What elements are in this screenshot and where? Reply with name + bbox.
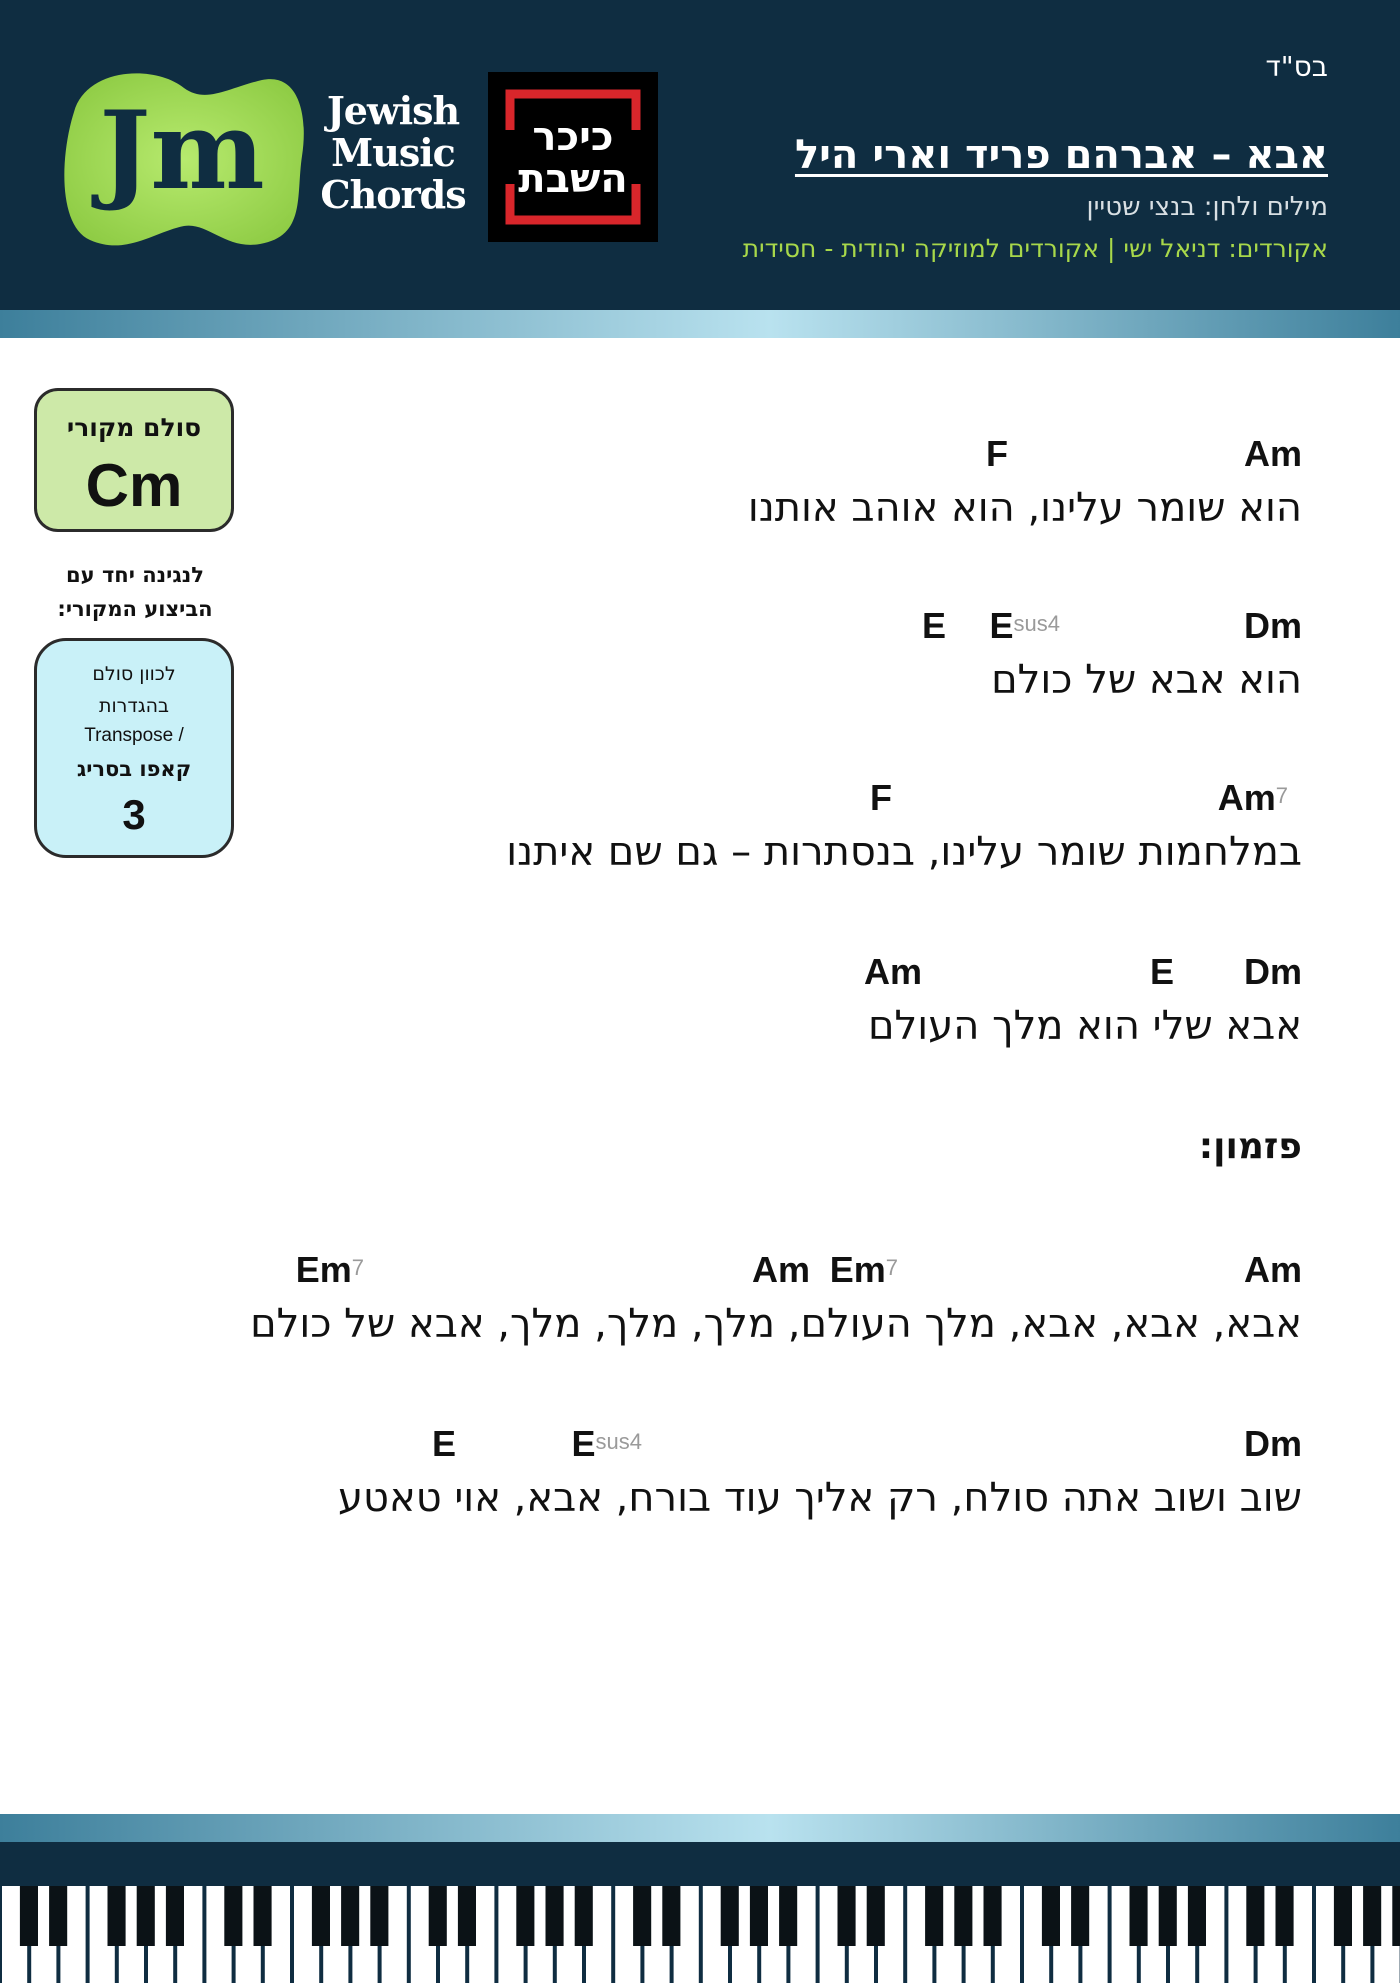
song-title: אבא – אברהם פריד וארי היל [794,132,1328,178]
piano-black-key [49,1886,67,1946]
chord-name: Am [863,951,922,992]
piano-black-key [1363,1886,1381,1946]
piano-black-key [546,1886,564,1946]
piano-black-key [867,1886,885,1946]
chord [864,952,922,992]
original-key-label: סולם מקורי [66,413,202,442]
logo-initials: Jm [99,88,265,214]
jewish-music-chords-logo-icon [56,60,308,254]
lyric-line: במלחמות שומר עלינו, בנסתרות – גם שם איתנו [506,829,1302,875]
chord-name: Am [1217,777,1276,818]
chord-name: Em [829,1249,886,1290]
piano-black-key [575,1886,593,1946]
piano-black-key [516,1886,534,1946]
chord [432,1424,456,1464]
piano-black-key [984,1886,1002,1946]
chord-extension: sus4 [1013,611,1060,636]
logo-wordmark [318,90,468,216]
chord [986,434,1008,474]
chord-extension: 7 [351,1255,364,1280]
piano-black-key [662,1886,680,1946]
piano-black-key [1246,1886,1264,1946]
piano-black-key [1159,1886,1177,1946]
chord [1150,952,1174,992]
piano-black-key [1188,1886,1206,1946]
chord-name: Dm [1243,1423,1302,1464]
chord-extension: sus4 [595,1429,642,1454]
chord-name: Dm [1243,951,1302,992]
logo-word-2: Music [331,130,455,175]
chord-name: Am [1243,433,1302,474]
piano-black-key [1071,1886,1089,1946]
capo-line-3: / Transpose [84,725,184,746]
partner-logo-line-2: השבת [518,156,628,202]
chord [1244,1424,1302,1464]
chorus-label: פזמון: [1198,1126,1302,1167]
chord-name: F [870,777,892,818]
song-credits: מילים ולחן: בנצי שטיין [1086,192,1328,222]
piano-keys-icon [0,1880,1400,1983]
piano-black-key [1276,1886,1294,1946]
lyric-line: הוא שומר עלינו, הוא אוהב אותנו [747,485,1302,531]
chord-name: Dm [1243,605,1302,646]
chord [296,1250,364,1290]
chord-name: E [921,605,946,646]
logo-word-3: Chords [320,172,466,217]
chord-credits: אקורדים: דניאל ישי | אקורדים למוזיקה יהודית - חסידית [742,234,1328,263]
chord-name: E [989,605,1014,646]
piano-black-key [341,1886,359,1946]
lyric-line: אבא שלי הוא מלך העולם [868,1003,1302,1049]
chord-name: E [571,1423,596,1464]
partner-logo-line-1: כיכר [532,114,614,160]
chord [752,1250,810,1290]
chord-extension: 7 [1275,783,1288,808]
piano-black-key [224,1886,242,1946]
piano-black-key [370,1886,388,1946]
piano-black-key [633,1886,651,1946]
piano-black-key [838,1886,856,1946]
play-along-line-1: לנגינה יחד עם [66,563,204,587]
chord [922,606,946,646]
original-key-value: Cm [85,452,183,519]
logo-word-1: Jewish [326,88,460,133]
chord [572,1424,643,1464]
chord-name: F [986,433,1008,474]
piano-black-key [137,1886,155,1946]
piano-black-key [1130,1886,1148,1946]
piano-black-key [1334,1886,1352,1946]
lyric-line: אבא, אבא, אבא, מלך העולם, מלך, מלך, מלך, אבא של כולם [250,1301,1302,1347]
chord [870,778,892,818]
piano-black-key [166,1886,184,1946]
bsd-mark: בס"ד [1265,50,1328,83]
page-header [0,0,1400,310]
piano-black-key [20,1886,38,1946]
chord [1244,606,1302,646]
chord-name: Am [1243,1249,1302,1290]
lyric-line: שוב ושוב אתה סולח, רק אליך עוד בורח, אבא, אוי טאטע [337,1475,1302,1521]
piano-black-key [108,1886,126,1946]
play-along-note [40,558,230,626]
chord [830,1250,898,1290]
piano-black-key [458,1886,476,1946]
piano-black-key [1042,1886,1060,1946]
piano-black-key [721,1886,739,1946]
capo-line-2: בהגדרות [99,695,169,717]
chord [1218,778,1288,818]
chord [990,606,1061,646]
original-key-box [34,388,234,532]
piano-black-key [312,1886,330,1946]
piano-black-key [1392,1886,1400,1946]
kikar-hashabat-logo-icon [488,72,658,242]
capo-fret-number: 3 [122,791,146,838]
chord-extension: 7 [885,1255,898,1280]
capo-line-1: לכוון סולם [92,663,176,685]
chord-name: E [431,1423,456,1464]
piano-black-key [954,1886,972,1946]
lyric-line: הוא אבא של כולם [991,657,1302,703]
capo-box [34,638,234,858]
chord [1244,1250,1302,1290]
piano-black-key [429,1886,447,1946]
piano-black-key [779,1886,797,1946]
chord-name: Em [295,1249,352,1290]
capo-line-4: קאפו בסריג [76,757,192,781]
piano-black-key [750,1886,768,1946]
chord [1244,434,1302,474]
header-stripe [0,310,1400,338]
footer-stripe [0,1814,1400,1842]
chord [1244,952,1302,992]
chord-name: E [1149,951,1174,992]
chord-name: Am [751,1249,810,1290]
play-along-line-2: הביצוע המקורי: [57,597,213,621]
piano-black-key [254,1886,272,1946]
piano-black-key [925,1886,943,1946]
